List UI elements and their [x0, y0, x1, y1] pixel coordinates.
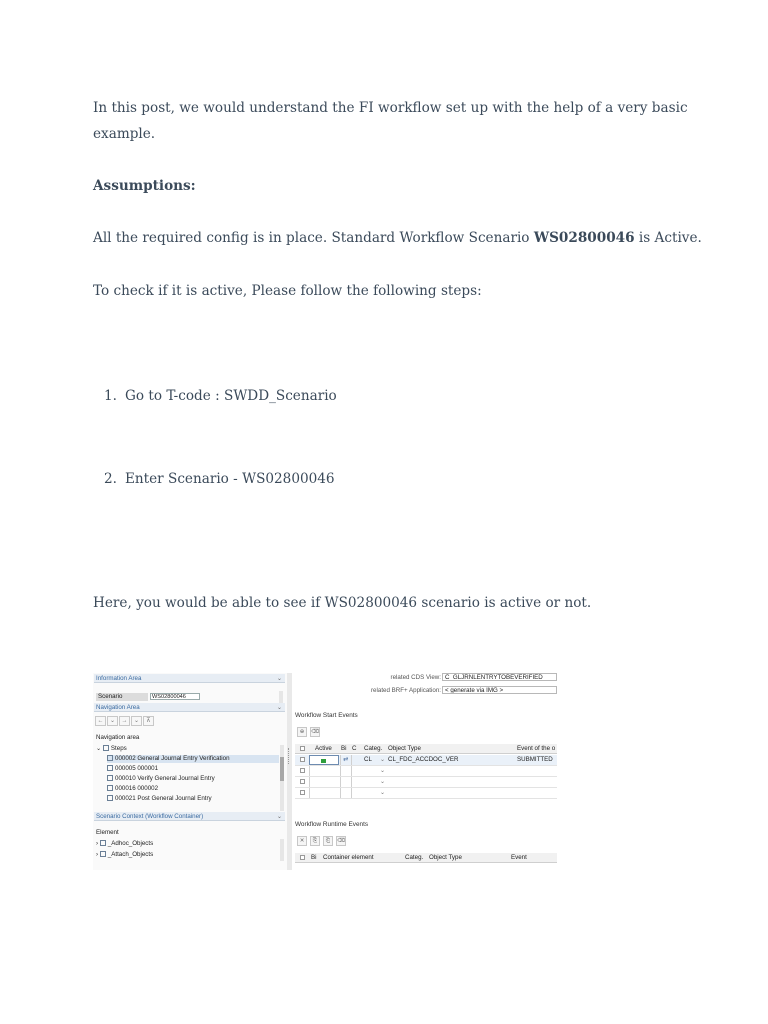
- steps-node-label: Steps: [110, 745, 127, 752]
- dropdown-icon[interactable]: ⌄: [107, 716, 118, 726]
- result-paragraph: Here, you would be able to see if WS02800046 scenario is active or not.: [93, 595, 592, 611]
- step-icon: [107, 765, 113, 771]
- tree-scrollbar[interactable]: [280, 745, 284, 811]
- row-checkbox[interactable]: [300, 768, 305, 773]
- active-cell[interactable]: [309, 766, 340, 776]
- check-paragraph: To check if it is active, Please follow the following steps:: [93, 283, 482, 299]
- step-text: Enter Scenario - WS02800046: [125, 471, 335, 487]
- active-cell[interactable]: [309, 788, 340, 798]
- row-checkbox[interactable]: [300, 757, 305, 762]
- row-checkbox[interactable]: [300, 779, 305, 784]
- col-event: Event of the o: [517, 745, 556, 752]
- col-categ: Categ.: [405, 854, 424, 861]
- col-container-element: Container element: [323, 854, 374, 861]
- scrollbar-thumb[interactable]: [280, 757, 284, 781]
- scenario-label: Scenario: [96, 693, 148, 701]
- delete-icon[interactable]: ✕: [297, 836, 307, 846]
- intro-line-2: example.: [93, 126, 156, 142]
- chevron-down-icon[interactable]: ⌄: [96, 745, 102, 752]
- folder-icon: [103, 745, 109, 751]
- binding-icon[interactable]: ⇄: [343, 756, 349, 763]
- active-cell[interactable]: [309, 777, 340, 787]
- navigation-area-title: Navigation Area: [96, 704, 140, 711]
- trash-icon[interactable]: ⌫: [337, 838, 345, 844]
- brf-application-label: related BRF+ Application:: [371, 687, 441, 694]
- chevron-right-icon[interactable]: ›: [96, 851, 99, 858]
- copy-icon[interactable]: ⎘: [310, 836, 320, 846]
- col-bi: Bi: [341, 745, 347, 752]
- tree-item-step[interactable]: [107, 775, 215, 783]
- col-object-type: Object Type: [429, 854, 462, 861]
- step-number: 1.: [104, 388, 117, 404]
- info-scrollbar[interactable]: [279, 691, 283, 703]
- tree-item-step[interactable]: [107, 765, 158, 773]
- tree-item-label: 000021 Post General Journal Entry: [115, 795, 212, 802]
- chevron-down-icon[interactable]: ⌄: [380, 757, 386, 763]
- assumptions-heading: [93, 173, 196, 199]
- col-categ: Categ.: [364, 745, 383, 752]
- navigation-area-label: Navigation area: [96, 734, 140, 741]
- element-scrollbar[interactable]: [280, 839, 284, 861]
- left-panel: [93, 673, 288, 870]
- active-cell[interactable]: [309, 755, 339, 765]
- start-events-title: Workflow Start Events: [295, 712, 358, 719]
- steps-node[interactable]: [96, 745, 127, 753]
- tree-item-step[interactable]: [107, 785, 158, 793]
- col-object-type: Object Type: [388, 745, 421, 752]
- step-text: Go to T-code : SWDD_Scenario: [125, 388, 337, 404]
- information-area-header[interactable]: [94, 674, 285, 683]
- chevron-down-icon[interactable]: ⌄: [276, 675, 282, 682]
- config-text-after: is Active.: [634, 230, 702, 246]
- active-indicator-icon: [321, 759, 326, 763]
- information-area-title: Information Area: [96, 675, 142, 682]
- col-bi: Bi: [311, 854, 317, 861]
- row-checkbox[interactable]: [300, 790, 305, 795]
- scenario-input[interactable]: WS02800046: [150, 693, 200, 700]
- object-icon: [100, 851, 106, 857]
- navigation-area-header[interactable]: [94, 703, 285, 712]
- delete-icon[interactable]: ⌫: [311, 729, 319, 735]
- col-active: Active: [315, 745, 332, 752]
- sap-scenario-screenshot: [93, 673, 557, 870]
- tree-item-label: 000002 General Journal Entry Verification: [115, 755, 230, 762]
- step-icon: [107, 775, 113, 781]
- collapse-icon[interactable]: ⊼: [143, 716, 154, 726]
- chevron-down-icon[interactable]: ⌄: [380, 779, 386, 785]
- object-type-cell: CL_FDC_ACCDOC_VER: [388, 756, 459, 763]
- paste-icon[interactable]: ⎗: [323, 836, 333, 846]
- event-cell: SUBMITTED: [517, 756, 553, 763]
- intro-line-1: In this post, we would understand the FI workflow set up with the help of a very basic: [93, 100, 688, 116]
- new-entry-icon[interactable]: ⊕: [297, 727, 307, 737]
- config-paragraph: [93, 225, 702, 251]
- chevron-down-icon[interactable]: ⌄: [380, 768, 386, 774]
- step-item-2: [93, 471, 335, 487]
- empty-row[interactable]: [295, 766, 557, 777]
- back-arrow-icon[interactable]: ←: [95, 716, 106, 726]
- chevron-down-icon[interactable]: ⌄: [276, 813, 282, 820]
- forward-arrow-icon[interactable]: →: [119, 716, 130, 726]
- step-number: 2.: [104, 471, 117, 487]
- c-cell[interactable]: [351, 755, 363, 765]
- dropdown-icon[interactable]: ⌄: [131, 716, 142, 726]
- c-cell[interactable]: [351, 788, 363, 798]
- tree-item-step[interactable]: [107, 755, 279, 763]
- element-item-label: _Adhoc_Objects: [107, 840, 154, 847]
- element-item[interactable]: [96, 840, 153, 848]
- empty-row[interactable]: [295, 788, 557, 799]
- empty-row[interactable]: [295, 777, 557, 788]
- start-events-grid-header: [295, 744, 557, 754]
- navigation-toolbar: [95, 716, 155, 726]
- col-event: Event: [511, 854, 527, 861]
- step-icon: [107, 795, 113, 801]
- chevron-down-icon[interactable]: ⌄: [380, 790, 386, 796]
- chevron-right-icon[interactable]: ›: [96, 840, 99, 847]
- tree-item-label: 000016 000002: [115, 785, 159, 792]
- brf-application-field[interactable]: < generate via IMG >: [442, 686, 557, 694]
- runtime-events-grid-header: [295, 853, 557, 863]
- tree-item-label: 000005 000001: [115, 765, 159, 772]
- chevron-down-icon[interactable]: ⌄: [276, 704, 282, 711]
- step-icon: [107, 785, 113, 791]
- tree-item-step[interactable]: [107, 795, 212, 803]
- config-text-before: All the required config is in place. Standard Workflow Scenario: [93, 230, 534, 246]
- cds-view-label: related CDS View:: [390, 674, 441, 681]
- element-item[interactable]: [96, 851, 153, 859]
- step-icon: [107, 755, 113, 761]
- assumptions-heading-text: Assumptions:: [93, 178, 196, 194]
- col-c: C: [352, 745, 357, 752]
- scenario-context-title: Scenario Context (Workflow Container): [96, 813, 204, 820]
- runtime-events-title: Workflow Runtime Events: [295, 821, 369, 828]
- c-cell[interactable]: [351, 777, 363, 787]
- right-panel: [292, 673, 557, 870]
- c-cell[interactable]: [351, 766, 363, 776]
- start-event-row[interactable]: [295, 755, 557, 766]
- step-item-1: [93, 388, 337, 404]
- element-label: Element: [96, 829, 119, 836]
- select-all-checkbox[interactable]: [300, 855, 305, 860]
- cds-view-field[interactable]: C_GLJRNLENTRYTOBEVERIFIED: [442, 673, 557, 681]
- scenario-context-header[interactable]: [94, 812, 285, 821]
- object-icon: [100, 840, 106, 846]
- intro-paragraph: [93, 95, 688, 147]
- config-scenario-id: WS02800046: [533, 230, 635, 246]
- categ-cell: CL: [364, 756, 372, 763]
- tree-item-label: 000010 Verify General Journal Entry: [115, 775, 215, 782]
- element-item-label: _Attach_Objects: [107, 851, 154, 858]
- select-all-checkbox[interactable]: [300, 746, 305, 751]
